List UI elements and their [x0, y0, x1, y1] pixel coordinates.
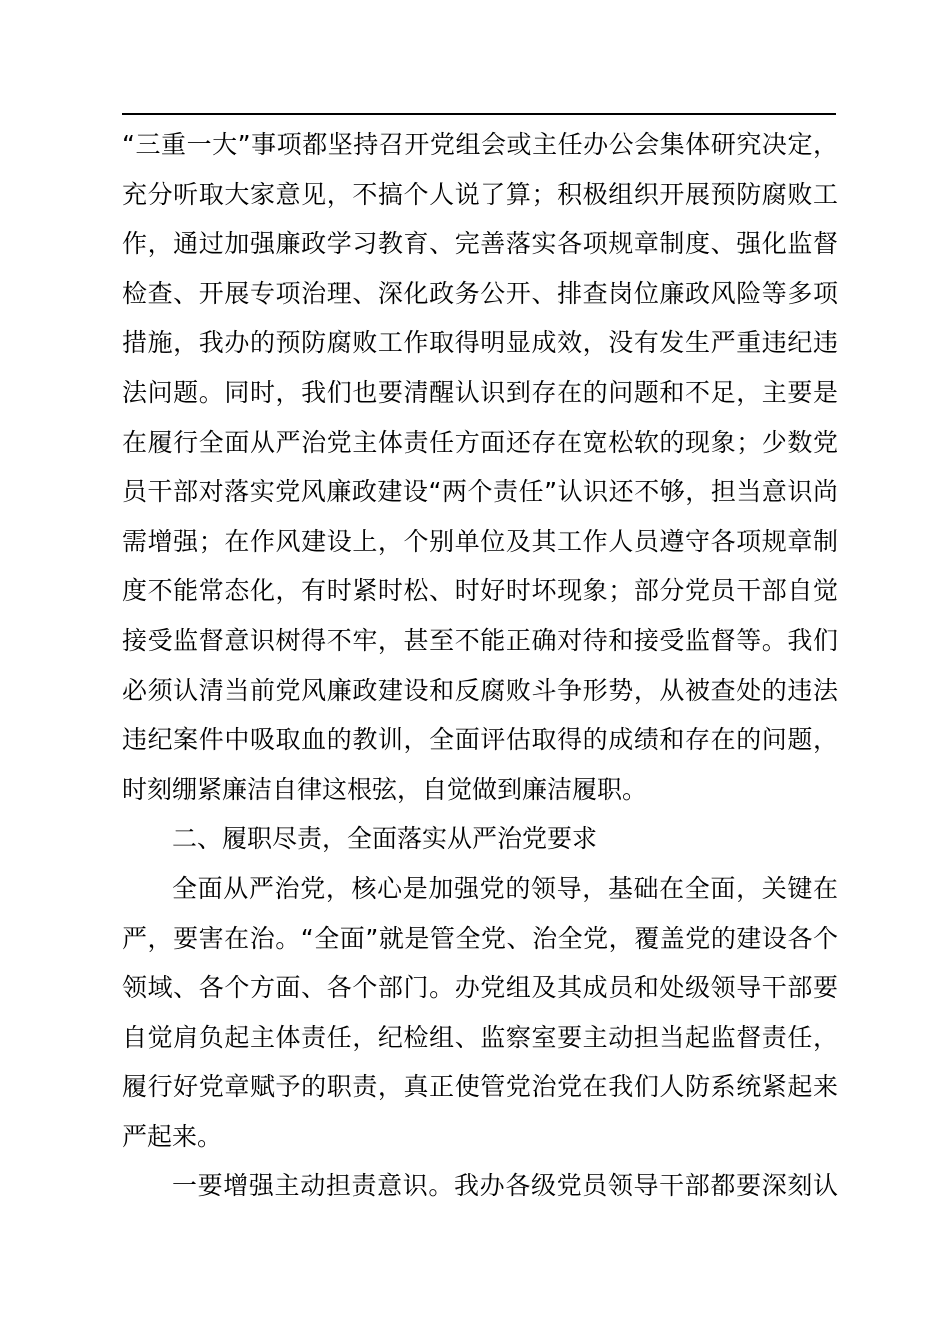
text-line: 员干部对落实党风廉政建设“两个责任”认识还不够，担当意识尚 [122, 477, 838, 507]
text-line: 领域、各个方面、各个部门。办党组及其成员和处级领导干部要 [122, 973, 838, 1003]
text-line: 严起来。 [122, 1121, 223, 1151]
header-rule [122, 113, 836, 115]
text-line: 检查、开展专项治理、深化政务公开、排查岗位廉政风险等多项 [122, 278, 838, 308]
text-line: 作，通过加强廉政学习教育、完善落实各项规章制度、强化监督 [122, 229, 838, 259]
text-line: 措施，我办的预防腐败工作取得明显成效，没有发生严重违纪违 [122, 328, 838, 358]
text-line: 履行好党章赋予的职责，真正使管党治党在我们人防系统紧起来 [122, 1072, 838, 1102]
text-line: 接受监督意识树得不牢，甚至不能正确对待和接受监督等。我们 [122, 625, 838, 655]
text-line: 度不能常态化，有时紧时松、时好时坏现象；部分党员干部自觉 [122, 576, 838, 606]
text-line: 严，要害在治。“全面”就是管全党、治全党，覆盖党的建设各个 [122, 923, 838, 953]
section-heading: 二、履职尽责，全面落实从严治党要求 [172, 824, 598, 854]
text-line: 充分听取大家意见，不搞个人说了算；积极组织开展预防腐败工 [122, 179, 838, 209]
text-line: 一要增强主动担责意识。我办各级党员领导干部都要深刻认 [172, 1171, 838, 1201]
text-line: 在履行全面从严治党主体责任方面还存在宽松软的现象；少数党 [122, 427, 838, 457]
document-body [122, 120, 838, 1211]
text-line: 时刻绷紧廉洁自律这根弦，自觉做到廉洁履职。 [122, 774, 648, 804]
text-line: 需增强；在作风建设上，个别单位及其工作人员遵守各项规章制 [122, 526, 838, 556]
text-line: “三重一大”事项都坚持召开党组会或主任办公会集体研究决定， [122, 130, 838, 159]
text-line: 法问题。同时，我们也要清醒认识到存在的问题和不足，主要是 [122, 377, 838, 407]
text-line: 违纪案件中吸取血的教训，全面评估取得的成绩和存在的问题， [122, 725, 838, 755]
text-line: 自觉肩负起主体责任，纪检组、监察室要主动担当起监督责任， [122, 1022, 838, 1052]
text-line: 全面从严治党，核心是加强党的领导，基础在全面，关键在 [172, 873, 838, 903]
text-line: 必须认清当前党风廉政建设和反腐败斗争形势，从被查处的违法 [122, 675, 838, 705]
